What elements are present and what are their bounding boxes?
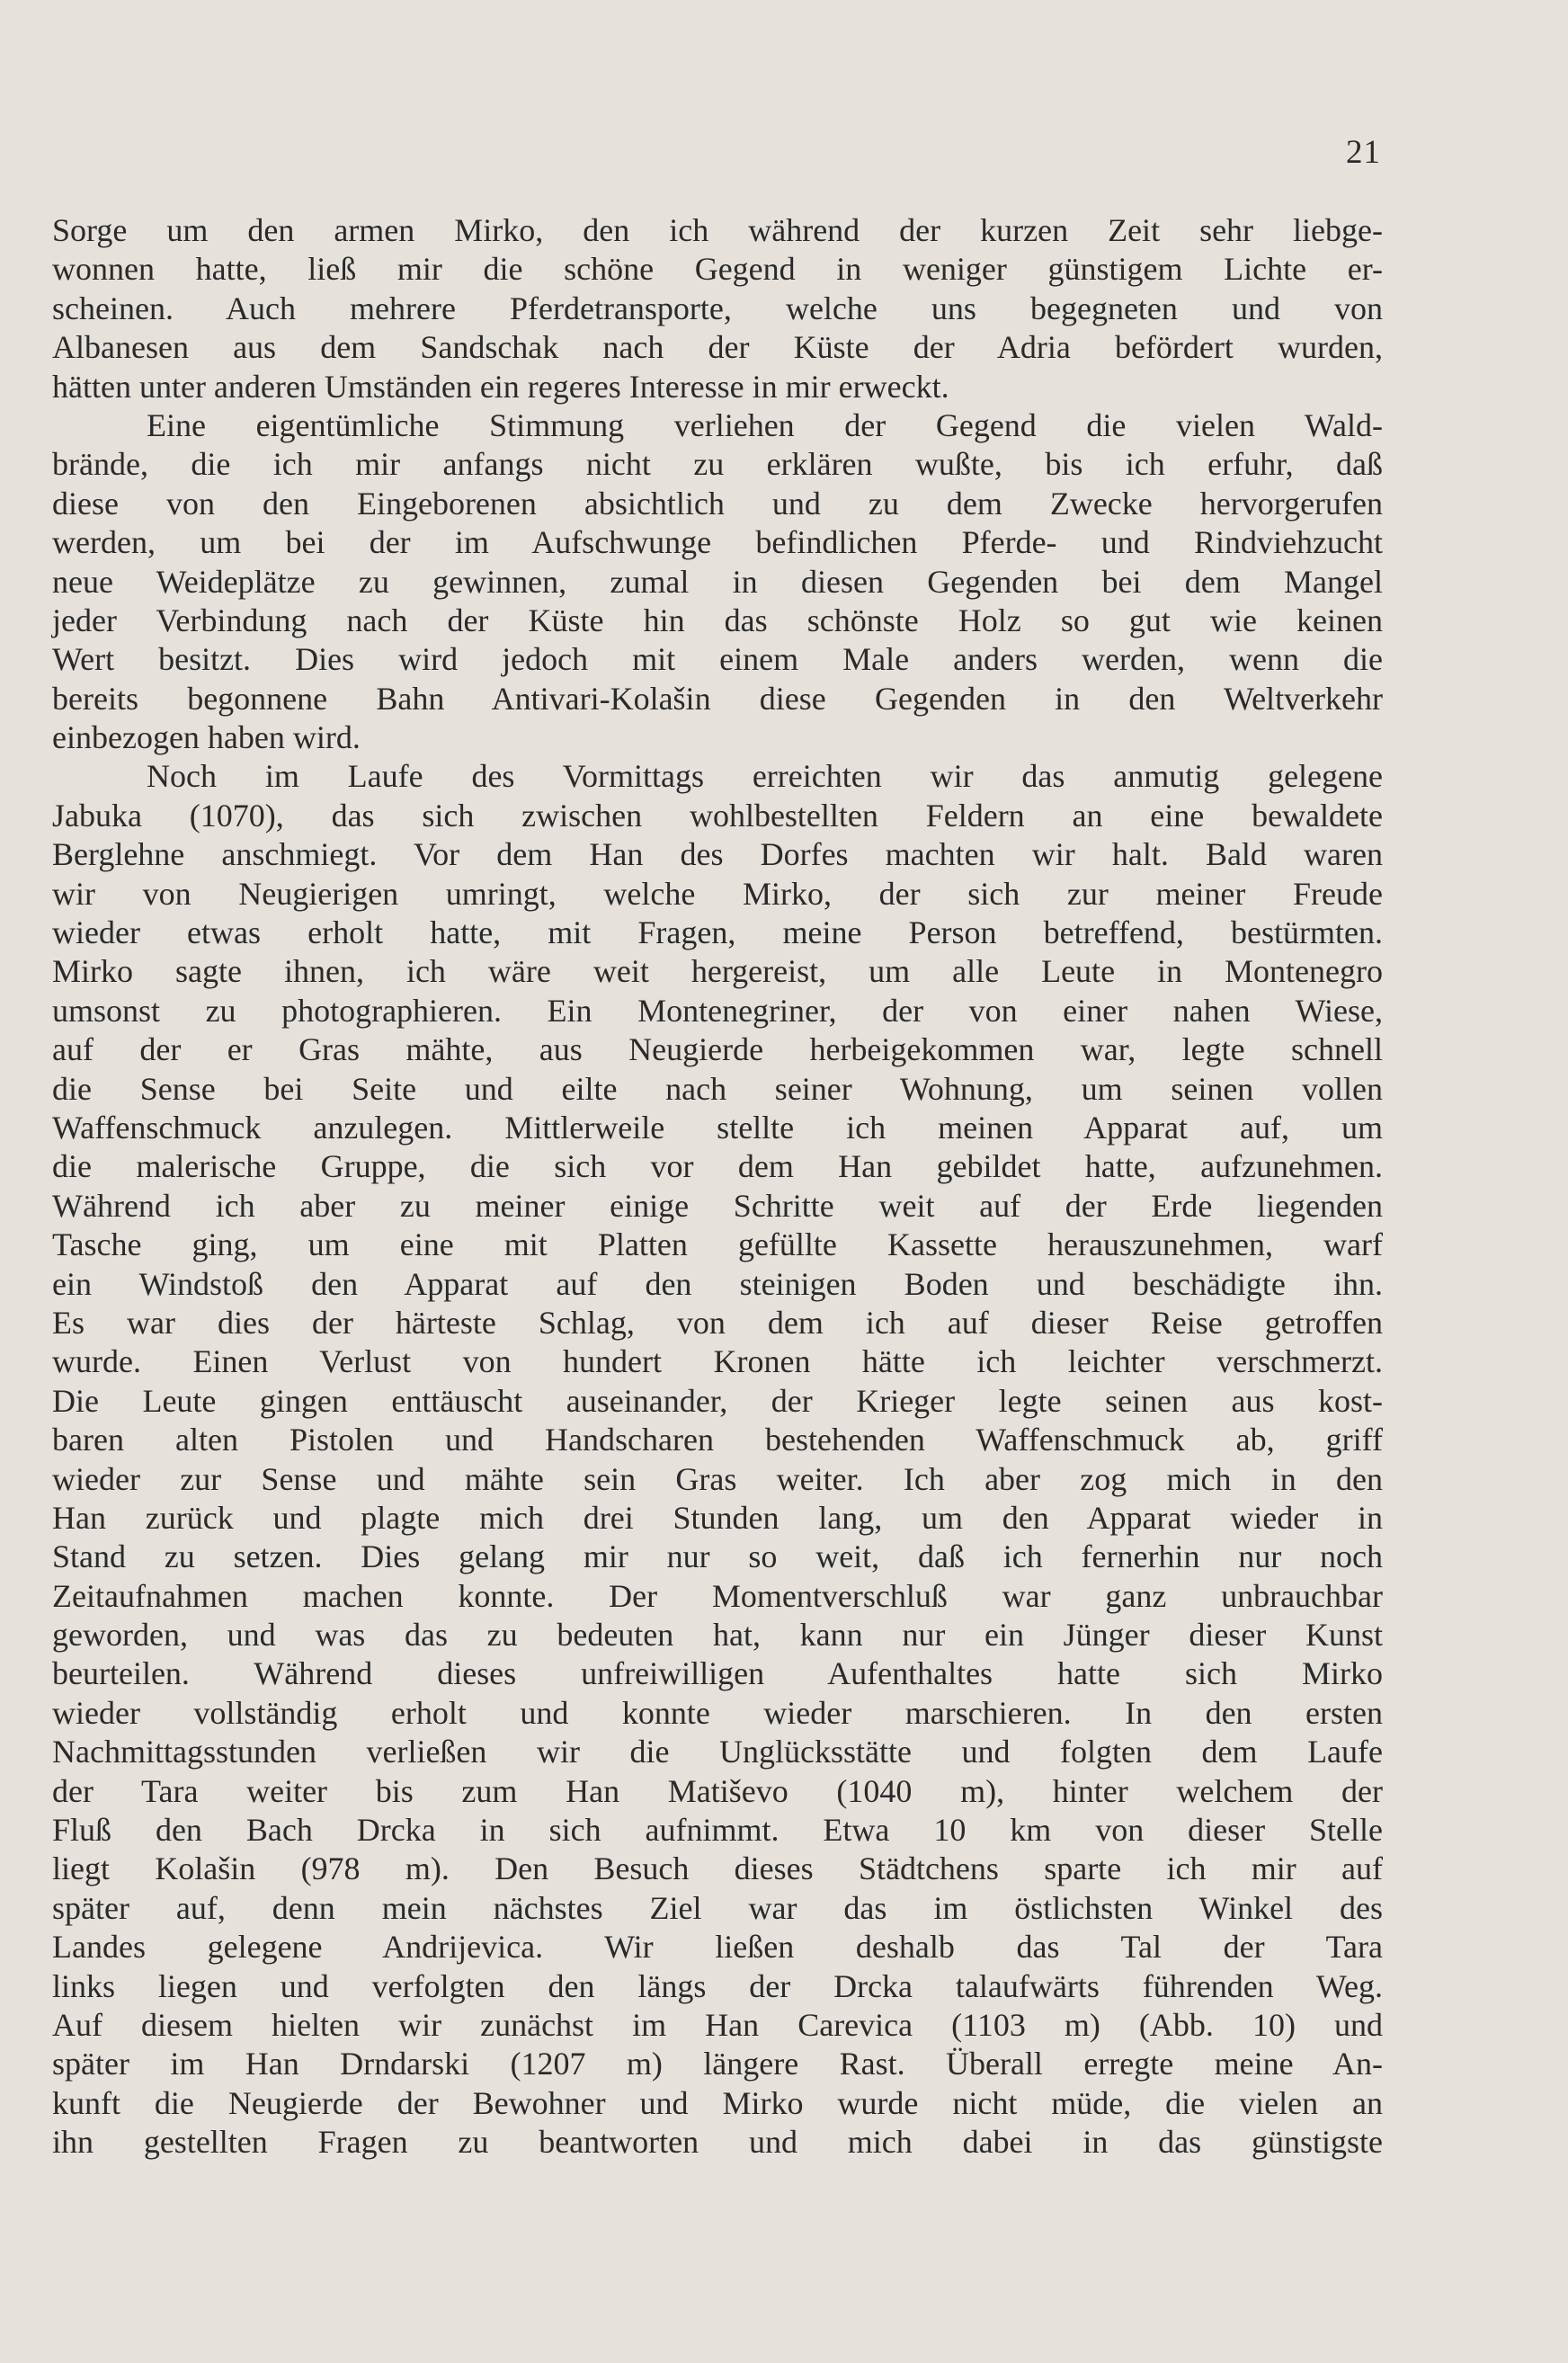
- text-line: später auf, denn mein nächstes Ziel war das im östlichsten Winkel des: [52, 1889, 1383, 1926]
- text-line: wurde. Einen Verlust von hundert Kronen hätte ich leichter verschmerzt.: [52, 1343, 1383, 1380]
- text-line: Fluß den Bach Drcka in sich aufnimmt. Etwa 10 km von dieser Stelle: [52, 1812, 1383, 1849]
- text-line: Jabuka (1070), das sich zwischen wohlbestellten Feldern an eine bewaldete: [52, 797, 1383, 834]
- text-line: wir von Neugierigen umringt, welche Mirko, der sich zur meiner Freude: [52, 875, 1383, 912]
- text-line: Landes gelegene Andrijevica. Wir ließen deshalb das Tal der Tara: [52, 1929, 1383, 1966]
- text-line: beurteilen. Während dieses unfreiwilligen Aufenthaltes hatte sich Mirko: [52, 1655, 1383, 1692]
- text-line: ein Windstoß den Apparat auf den steinigen Boden und beschädigte ihn.: [52, 1265, 1383, 1302]
- text-line: die malerische Gruppe, die sich vor dem Han gebildet hatte, aufzunehmen.: [52, 1148, 1383, 1185]
- text-line: scheinen. Auch mehrere Pferdetransporte, welche uns begegneten und von: [52, 290, 1383, 326]
- text-line: Albanesen aus dem Sandschak nach der Küste der Adria befördert wurden,: [52, 329, 1383, 366]
- text-line: Tasche ging, um eine mit Platten gefüllte Kassette herauszunehmen, warf: [52, 1226, 1383, 1263]
- text-line: Es war dies der härteste Schlag, von dem ich auf dieser Reise getroffen: [52, 1304, 1383, 1341]
- text-line: Stand zu setzen. Dies gelang mir nur so weit, daß ich fernerhin nur noch: [52, 1538, 1383, 1575]
- body-text: [52, 211, 1383, 2162]
- text-line: Die Leute gingen enttäuscht auseinander, der Krieger legte seinen aus kost-: [52, 1382, 1383, 1419]
- text-line: die Sense bei Seite und eilte nach seiner Wohnung, um seinen vollen: [52, 1070, 1383, 1107]
- text-line: wieder zur Sense und mähte sein Gras weiter. Ich aber zog mich in den: [52, 1460, 1383, 1497]
- text-line: Nachmittagsstunden verließen wir die Unglücksstätte und folgten dem Laufe: [52, 1734, 1383, 1770]
- text-line: jeder Verbindung nach der Küste hin das schönste Holz so gut wie keinen: [52, 602, 1383, 638]
- text-line: Noch im Laufe des Vormittags erreichten wir das anmutig gelegene: [147, 758, 1383, 795]
- text-line: einbezogen haben wird.: [52, 719, 361, 756]
- text-line: Waffenschmuck anzulegen. Mittlerweile stellte ich meinen Apparat auf, um: [52, 1109, 1383, 1146]
- text-line: ihn gestellten Fragen zu beantworten und mich dabei in das günstigste: [52, 2124, 1383, 2161]
- text-line: diese von den Eingeborenen absichtlich und zu dem Zwecke hervorgerufen: [52, 485, 1383, 522]
- text-line: neue Weideplätze zu gewinnen, zumal in diesen Gegenden bei dem Mangel: [52, 563, 1383, 600]
- text-line: hätten unter anderen Umständen ein regeres Interesse in mir erweckt.: [52, 368, 949, 405]
- text-line: Han zurück und plagte mich drei Stunden lang, um den Apparat wieder in: [52, 1499, 1383, 1536]
- text-line: liegt Kolašin (978 m). Den Besuch dieses Städtchens sparte ich mir auf: [52, 1850, 1383, 1887]
- text-line: Wert besitzt. Dies wird jedoch mit einem Male anders werden, wenn die: [52, 641, 1383, 678]
- text-line: geworden, und was das zu bedeuten hat, kann nur ein Jünger dieser Kunst: [52, 1617, 1383, 1654]
- text-line: links liegen und verfolgten den längs der Drcka talaufwärts führenden Weg.: [52, 1967, 1383, 2004]
- text-line: später im Han Drndarski (1207 m) längere Rast. Überall erregte meine An-: [52, 2046, 1383, 2082]
- page-number: 21: [1346, 134, 1381, 171]
- text-line: der Tara weiter bis zum Han Matiševo (1040 m), hinter welchem der: [52, 1772, 1383, 1809]
- text-line: wieder etwas erholt hatte, mit Fragen, meine Person betreffend, bestürmten.: [52, 914, 1383, 951]
- text-line: Berglehne anschmiegt. Vor dem Han des Dorfes machten wir halt. Bald waren: [52, 836, 1383, 873]
- text-line: kunft die Neugierde der Bewohner und Mirko wurde nicht müde, die vielen an: [52, 2084, 1383, 2121]
- text-line: baren alten Pistolen und Handscharen bestehenden Waffenschmuck ab, griff: [52, 1422, 1383, 1458]
- text-line: Zeitaufnahmen machen konnte. Der Momentverschluß war ganz unbrauchbar: [52, 1577, 1383, 1614]
- text-line: bereits begonnene Bahn Antivari-Kolašin diese Gegenden in den Weltverkehr: [52, 680, 1383, 717]
- text-line: Während ich aber zu meiner einige Schritte weit auf der Erde liegenden: [52, 1187, 1383, 1224]
- text-line: auf der er Gras mähte, aus Neugierde herbeigekommen war, legte schnell: [52, 1031, 1383, 1068]
- text-line: brände, die ich mir anfangs nicht zu erklären wußte, bis ich erfuhr, daß: [52, 446, 1383, 483]
- text-line: umsonst zu photographieren. Ein Montenegriner, der von einer nahen Wiese,: [52, 992, 1383, 1029]
- text-line: Eine eigentümliche Stimmung verliehen der Gegend die vielen Wald-: [147, 406, 1383, 443]
- text-line: werden, um bei der im Aufschwunge befindlichen Pferde- und Rindviehzucht: [52, 524, 1383, 561]
- text-line: Mirko sagte ihnen, ich wäre weit hergereist, um alle Leute in Montenegro: [52, 953, 1383, 990]
- text-line: wonnen hatte, ließ mir die schöne Gegend in weniger günstigem Lichte er-: [52, 251, 1383, 288]
- text-line: Auf diesem hielten wir zunächst im Han Carevica (1103 m) (Abb. 10) und: [52, 2006, 1383, 2043]
- text-line: Sorge um den armen Mirko, den ich während der kurzen Zeit sehr liebge-: [52, 212, 1383, 248]
- text-line: wieder vollständig erholt und konnte wieder marschieren. In den ersten: [52, 1694, 1383, 1731]
